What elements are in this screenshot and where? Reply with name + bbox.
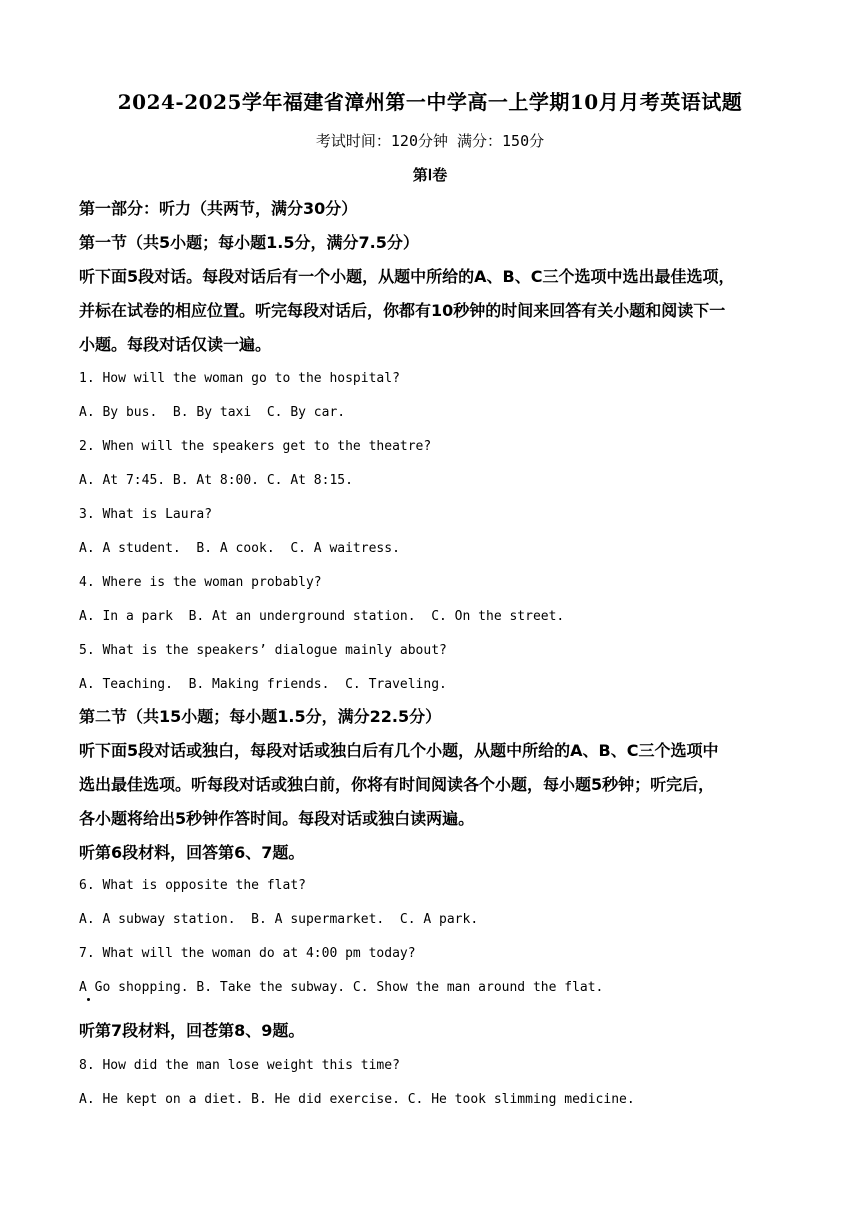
question-7-options: A Go shopping. B. Take the subway. C. Show the man around the flat. bbox=[79, 980, 604, 995]
question-4-options: A. In a park B. At an underground station. C. On the street. bbox=[79, 609, 565, 624]
question-1: 1. How will the woman go to the hospital? bbox=[79, 371, 400, 386]
volume-label: 第Ⅰ卷 bbox=[412, 166, 448, 184]
section2-heading: 第二节（共15小题；每小题1.5分，满分22.5分） bbox=[79, 707, 442, 726]
question-1-options: A. By bus. B. By taxi C. By car. bbox=[79, 405, 346, 420]
material-7-heading: 听第7段材料，回苍第8、9题。 bbox=[79, 1021, 305, 1040]
section2-instruction-line2: 选出最佳选项。听每段对话或独白前，你将有时间阅读各个小题，每小题5秒钟；听完后， bbox=[79, 775, 715, 794]
question-6-options: A. A subway station. B. A supermarket. C. A park. bbox=[79, 912, 479, 927]
question-7: 7. What will the woman do at 4:00 pm today? bbox=[79, 946, 416, 961]
question-5-options: A. Teaching. B. Making friends. C. Traveling. bbox=[79, 677, 447, 692]
question-5: 5. What is the speakers’ dialogue mainly about? bbox=[79, 643, 447, 658]
part1-heading: 第一部分：听力（共两节，满分30分） bbox=[79, 199, 358, 218]
exam-title: 2024-2025学年福建省漳州第一中学高一上学期10月月考英语试题 bbox=[117, 90, 743, 114]
question-8-options: A. He kept on a diet. B. He did exercise. C. He took slimming medicine. bbox=[79, 1092, 635, 1107]
section1-instruction-line3: 小题。每段对话仅读一遍。 bbox=[79, 335, 272, 354]
question-3-options: A. A student. B. A cook. C. A waitress. bbox=[79, 541, 400, 556]
question-3: 3. What is Laura? bbox=[79, 507, 213, 522]
question-4: 4. Where is the woman probably? bbox=[79, 575, 322, 590]
stray-dot-mark bbox=[87, 998, 90, 1001]
exam-time-score: 考试时间：120分钟 满分：150分 bbox=[315, 132, 545, 150]
section2-instruction-line1: 听下面5段对话或独白，每段对话或独白后有几个小题，从题中所给的A、B、C三个选项中 bbox=[79, 741, 719, 760]
question-2-options: A. At 7:45. B. At 8:00. C. At 8:15. bbox=[79, 473, 353, 488]
question-8: 8. How did the man lose weight this time? bbox=[79, 1058, 400, 1073]
material-6-heading: 听第6段材料，回答第6、7题。 bbox=[79, 843, 305, 862]
question-6: 6. What is opposite the flat? bbox=[79, 878, 306, 893]
section1-instruction-line2: 并标在试卷的相应位置。听完每段对话后，你都有10秒钟的时间来回答有关小题和阅读下一 bbox=[79, 301, 726, 320]
question-2: 2. When will the speakers get to the theatre? bbox=[79, 439, 432, 454]
section1-instruction-line1: 听下面5段对话。每段对话后有一个小题，从题中所给的A、B、C三个选项中选出最佳选项， bbox=[79, 267, 735, 286]
section1-heading: 第一节（共5小题；每小题1.5分，满分7.5分） bbox=[79, 233, 419, 252]
section2-instruction-line3: 各小题将给出5秒钟作答时间。每段对话或独白读两遍。 bbox=[79, 809, 475, 828]
